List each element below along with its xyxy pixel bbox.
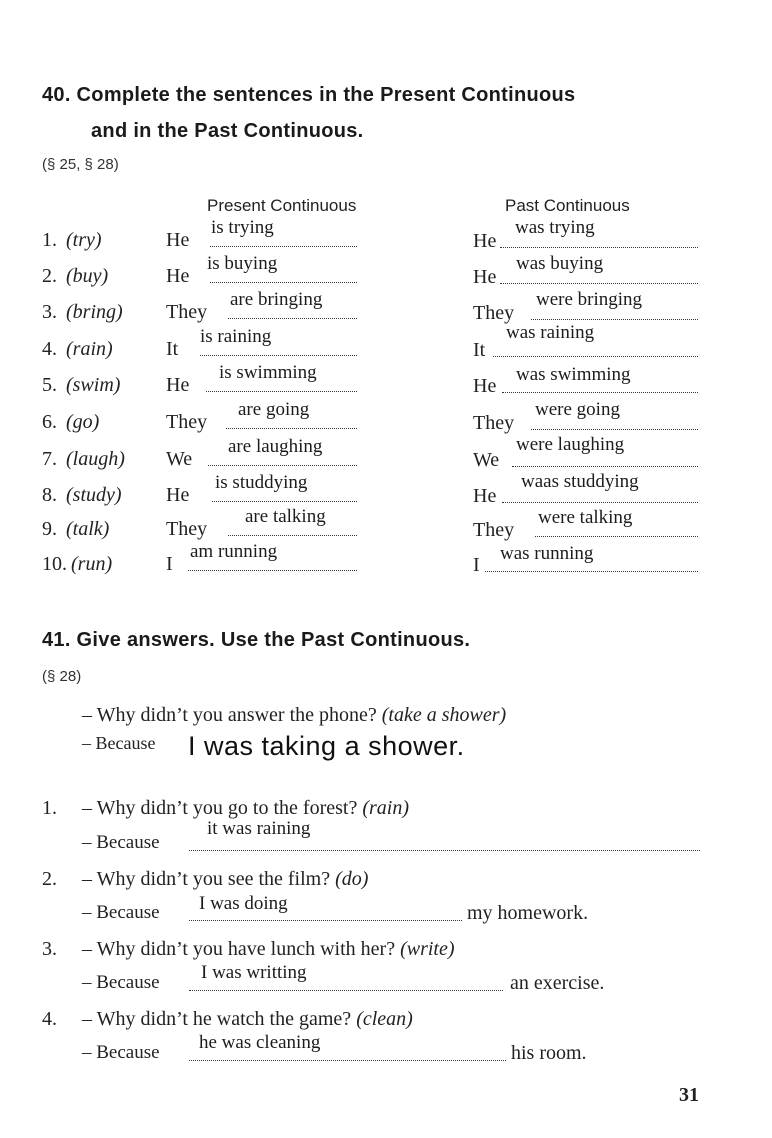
- example-because: – Because: [82, 733, 156, 753]
- present-answer: is trying: [211, 217, 274, 238]
- present-subject: He: [166, 265, 190, 287]
- present-answer: are bringing: [230, 289, 323, 310]
- past-answer: was buying: [516, 253, 604, 274]
- past-answer-line: [493, 356, 698, 357]
- past-answer-line: [531, 319, 698, 320]
- row-verb: (rain): [66, 338, 113, 360]
- past-answer-line: [535, 536, 698, 537]
- past-answer: were going: [535, 399, 620, 420]
- answer-line: [189, 920, 462, 921]
- past-subject: He: [473, 266, 497, 288]
- item-number: 4.: [42, 1008, 57, 1030]
- past-subject: It: [473, 339, 486, 361]
- row-verb: (go): [66, 411, 100, 433]
- item-question: [82, 868, 368, 891]
- present-answer: are laughing: [228, 436, 323, 457]
- present-answer-line: [226, 428, 357, 429]
- column-header-present: Present Continuous: [207, 196, 357, 215]
- past-answer-line: [500, 283, 698, 284]
- past-answer-line: [502, 502, 698, 503]
- item-answer: I was writting: [201, 962, 307, 983]
- exercise-40-title-line1: 40. Complete the sentences in the Present Continuous: [42, 84, 576, 106]
- past-subject: He: [473, 485, 497, 507]
- present-answer: am running: [190, 541, 278, 562]
- answer-line: [189, 990, 503, 991]
- present-subject: They: [166, 411, 208, 433]
- item-because: – Because: [82, 972, 160, 993]
- past-answer: were laughing: [516, 434, 625, 455]
- item-answer: I was doing: [199, 893, 288, 914]
- present-subject: I: [166, 553, 173, 575]
- past-answer: were talking: [538, 507, 633, 528]
- answer-line: [189, 1060, 506, 1061]
- present-subject: He: [166, 374, 190, 396]
- item-question-text: – Why didn’t you see the film?: [82, 868, 331, 890]
- present-answer-line: [200, 355, 357, 356]
- item-number: 3.: [42, 938, 57, 960]
- row-number: 6.: [42, 411, 57, 433]
- past-answer: waas studdying: [521, 471, 639, 492]
- row-number: 5.: [42, 374, 57, 396]
- item-because: – Because: [82, 1042, 160, 1063]
- past-subject: We: [473, 449, 500, 471]
- row-number: 7.: [42, 448, 57, 470]
- past-answer: was running: [500, 543, 594, 564]
- past-answer-line: [485, 571, 698, 572]
- present-answer-line: [228, 318, 357, 319]
- item-question-text: – Why didn’t you go to the forest?: [82, 797, 358, 819]
- item-question-text: – Why didn’t you have lunch with her?: [82, 938, 396, 960]
- example-question: [82, 704, 506, 727]
- past-answer: was raining: [506, 322, 595, 343]
- item-tail: an exercise.: [510, 972, 605, 994]
- row-verb: (study): [66, 484, 122, 506]
- past-answer-line: [531, 429, 698, 430]
- present-answer: are going: [238, 399, 310, 420]
- row-verb: (swim): [66, 374, 121, 396]
- item-because: – Because: [82, 902, 160, 923]
- past-subject: He: [473, 230, 497, 252]
- present-subject: They: [166, 518, 208, 540]
- row-number: 9.: [42, 518, 57, 540]
- row-number: 2.: [42, 265, 57, 287]
- row-number: 4.: [42, 338, 57, 360]
- past-subject: They: [473, 519, 515, 541]
- item-question: [82, 797, 409, 820]
- exercise-41-title: 41. Give answers. Use the Past Continuous.: [42, 629, 471, 651]
- exercise-40-reference: (§ 25, § 28): [42, 156, 119, 173]
- item-number: 2.: [42, 868, 57, 890]
- example-question-text: – Why didn’t you answer the phone?: [82, 704, 377, 726]
- item-cue: (rain): [362, 797, 410, 819]
- past-subject: They: [473, 302, 515, 324]
- row-number: 8.: [42, 484, 57, 506]
- row-verb: (bring): [66, 301, 123, 323]
- item-cue: (clean): [356, 1008, 413, 1030]
- row-verb: (talk): [66, 518, 110, 540]
- item-number: 1.: [42, 797, 57, 819]
- present-answer-line: [188, 570, 357, 571]
- present-subject: He: [166, 484, 190, 506]
- present-answer: is swimming: [219, 362, 317, 383]
- present-subject: It: [166, 338, 179, 360]
- item-question: [82, 1008, 413, 1031]
- item-question-text: – Why didn’t he watch the game?: [82, 1008, 352, 1030]
- present-answer: is buying: [207, 253, 278, 274]
- present-answer-line: [228, 535, 357, 536]
- item-tail: my homework.: [467, 902, 589, 924]
- row-verb: (try): [66, 229, 102, 251]
- present-answer: is studdying: [215, 472, 308, 493]
- present-answer-line: [212, 501, 357, 502]
- row-verb: (run): [71, 553, 113, 575]
- example-answer: I was taking a shower.: [188, 731, 465, 761]
- past-subject: They: [473, 412, 515, 434]
- row-verb: (laugh): [66, 448, 125, 470]
- past-answer-line: [502, 392, 698, 393]
- row-number: 1.: [42, 229, 57, 251]
- row-number: 10.: [42, 553, 67, 575]
- present-answer-line: [208, 465, 357, 466]
- present-subject: They: [166, 301, 208, 323]
- page-number: 31: [679, 1084, 699, 1106]
- present-answer-line: [210, 246, 357, 247]
- past-subject: He: [473, 375, 497, 397]
- present-answer-line: [210, 282, 357, 283]
- present-answer-line: [206, 391, 357, 392]
- present-answer: are talking: [245, 506, 326, 527]
- exercise-41-reference: (§ 28): [42, 668, 82, 685]
- past-answer-line: [512, 466, 698, 467]
- present-subject: We: [166, 448, 193, 470]
- present-answer: is raining: [200, 326, 272, 347]
- item-cue: (write): [400, 938, 455, 960]
- item-question: [82, 938, 455, 961]
- row-number: 3.: [42, 301, 57, 323]
- past-subject: I: [473, 554, 480, 576]
- present-subject: He: [166, 229, 190, 251]
- past-answer: was swimming: [516, 364, 631, 385]
- item-cue: (do): [335, 868, 369, 890]
- answer-line: [189, 850, 700, 851]
- item-because: – Because: [82, 832, 160, 853]
- past-answer-line: [500, 247, 698, 248]
- past-answer: were bringing: [536, 289, 643, 310]
- row-verb: (buy): [66, 265, 109, 287]
- item-tail: his room.: [511, 1042, 587, 1064]
- item-answer: it was raining: [207, 818, 311, 839]
- example-cue: (take a shower): [381, 704, 507, 726]
- past-answer: was trying: [515, 217, 595, 238]
- item-answer: he was cleaning: [199, 1032, 321, 1053]
- exercise-40-title-line2: and in the Past Continuous.: [91, 120, 364, 142]
- column-header-past: Past Continuous: [505, 196, 630, 215]
